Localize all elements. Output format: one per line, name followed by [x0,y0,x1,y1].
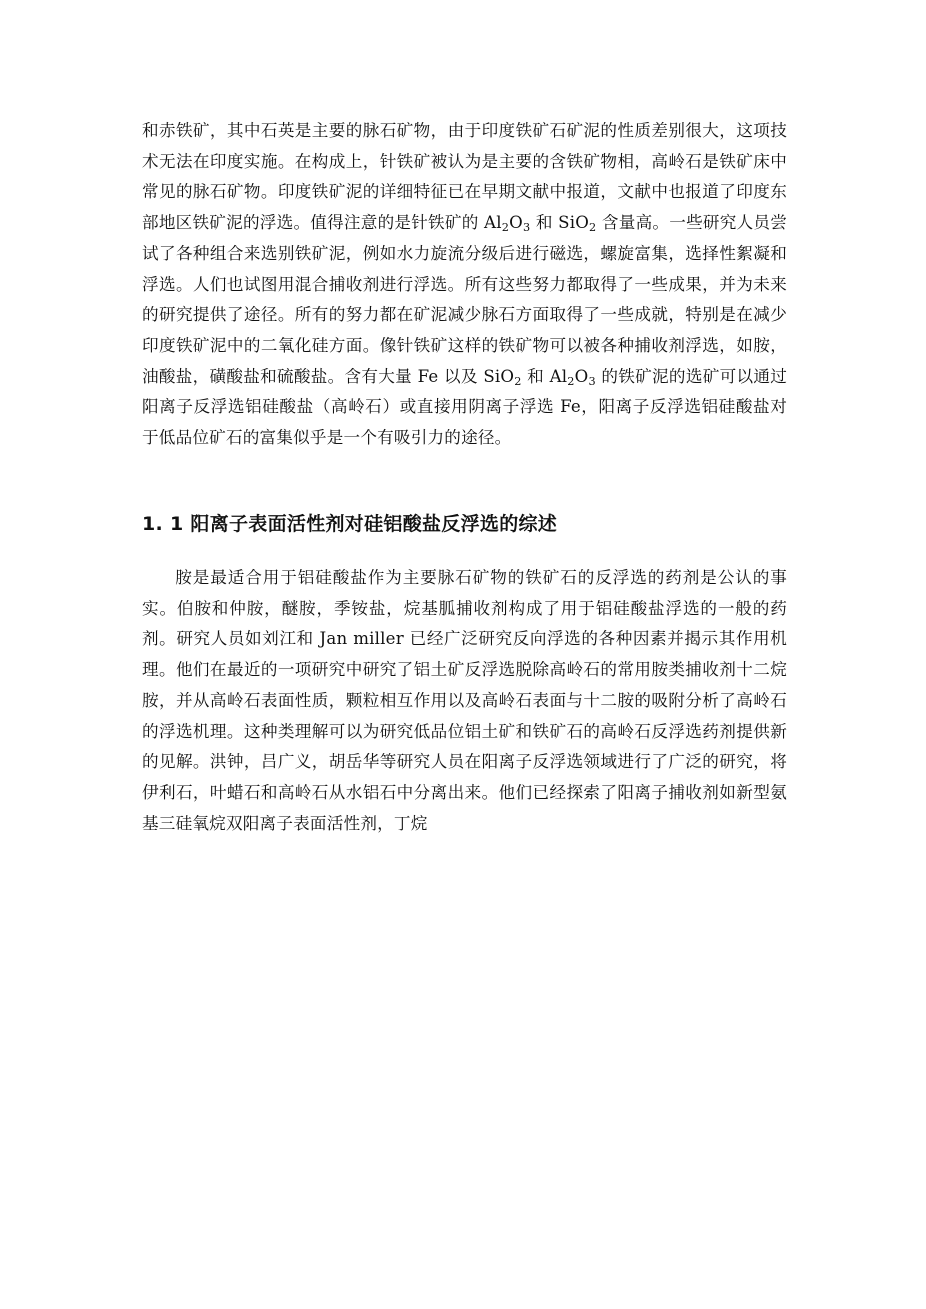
paragraph-text: O [509,213,523,233]
subscript: 2 [567,374,575,388]
subscript: 3 [522,220,531,234]
paragraph-text: 和 SiO [530,213,590,233]
subscript: 3 [588,374,596,388]
body-paragraph [142,116,787,454]
paragraph-text: 和赤铁矿，其中石英是主要的脉石矿物，由于印度铁矿石矿泥的性质差别很大，这项技术无法在印度实施。在构成上，针铁矿被认为是主要的含铁矿物相，高岭石是铁矿床中常见的脉石矿物。印度铁矿泥的详细特征已在早期文献中报道，文献中也报道了印度东部地区铁矿泥的浮选。值得注意的是针铁矿的 Al [142,121,787,233]
paragraph-text: 含量高。一些研究人员尝试了各种组合来选别铁矿泥，例如水力旋流分级后进行磁选，螺旋富集，选择性絮凝和浮选。人们也试图用混合捕收剂进行浮选。所有这些努力都取得了一些成果，并为未来的研究提供了途径。所有的努力都在矿泥减少脉石方面取得了一些成就，特别是在减少印度铁矿泥中的二氧化硅方面。像针铁矿这样的铁矿物可以被各种捕收剂浮选，如胺，油酸盐，磺酸盐和硫酸盐。含有大量 Fe 以及 SiO [142,213,787,386]
subscript: 2 [501,220,510,234]
section-heading: 1. 1 阳离子表面活性剂对硅铝酸盐反浮选的综述 [142,513,558,535]
paragraph-text: O [574,366,589,386]
paragraph-text: 和 Al [521,366,568,386]
paragraph-text: 的铁矿泥的选矿可以通过阳离子反浮选铝硅酸盐（高岭石）或直接用阴离子浮选 Fe，阳离子反浮选铝硅酸盐对于低品位矿石的富集似乎是一个有吸引力的途径。 [142,366,788,448]
subscript: 2 [589,220,597,234]
subscript: 2 [514,374,522,388]
body-paragraph-2: 胺是最适合用于铝硅酸盐作为主要脉石矿物的铁矿石的反浮选的药剂是公认的事实。伯胺和仲胺，醚胺，季铵盐，烷基胍捕收剂构成了用于铝硅酸盐浮选的一般的药剂。研究人员如刘江和 Jan miller 已经广泛研究反向浮选的各种因素并揭示其作用机理。他们在最近的一项研究中研究了铝土矿反浮选脱除高岭石的常用胺类捕收剂十二烷胺，并从高岭石表面性质，颗粒相互作用以及高岭石表面与十二胺的吸附分析了高岭石的浮选机理。这种类理解可以为研究低品位铝土矿和铁矿石的高岭石反浮选药剂提供新的见解。洪钟，吕广义，胡岳华等研究人员在阳离子反浮选领域进行了广泛的研究，将伊利石，叶蜡石和高岭石从水铝石中分离出来。他们已经探索了阳离子捕收剂如新型氨基三硅氧烷双阳离子表面活性剂，丁烷 [142,568,787,833]
